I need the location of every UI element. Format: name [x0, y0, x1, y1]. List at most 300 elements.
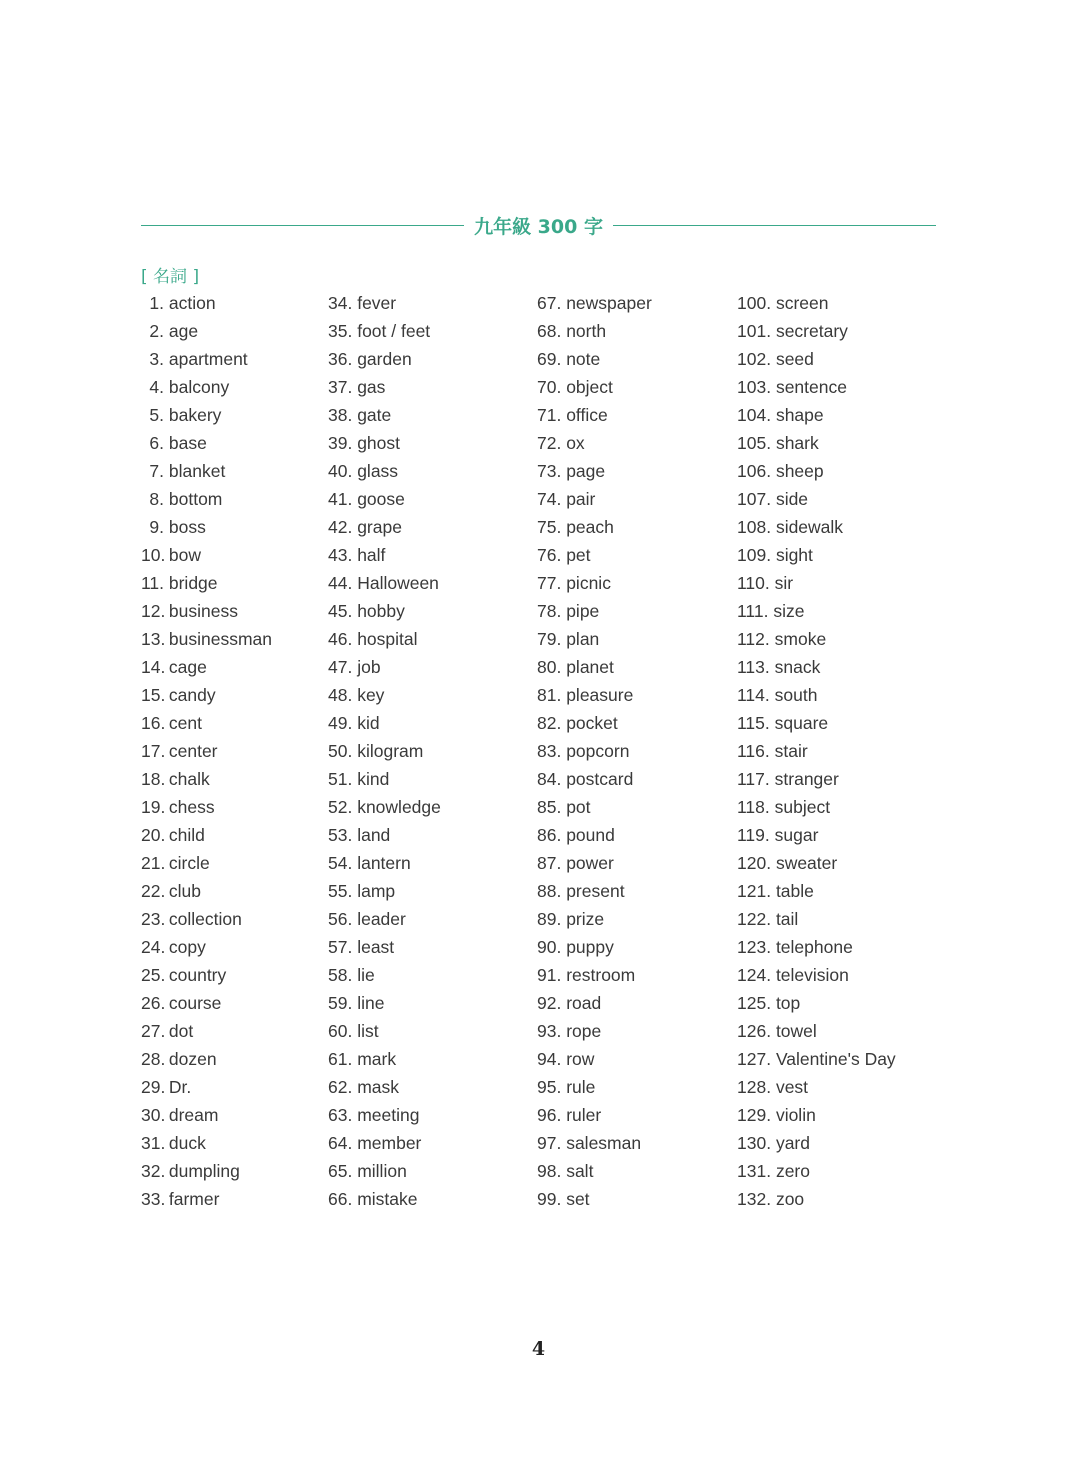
vocab-item [737, 905, 896, 933]
vocab-item [141, 905, 272, 933]
vocab-number: 45. [328, 601, 353, 621]
vocab-item [737, 289, 896, 317]
vocab-item [328, 989, 441, 1017]
vocab-number: 46. [328, 629, 353, 649]
vocab-item [737, 709, 896, 737]
vocab-item [537, 569, 652, 597]
vocab-word: key [357, 685, 385, 705]
vocab-word: garden [357, 349, 412, 369]
vocab-item [141, 653, 272, 681]
vocab-number: 97. [537, 1133, 562, 1153]
vocab-item [141, 709, 272, 737]
vocab-number: 94. [537, 1049, 562, 1069]
vocab-item [141, 989, 272, 1017]
word-column-4 [737, 289, 896, 1213]
vocab-word: hospital [357, 629, 418, 649]
vocab-word: newspaper [566, 293, 652, 313]
vocab-word: dream [168, 1105, 219, 1125]
vocab-number: 24. [141, 937, 166, 957]
vocab-number: 28. [141, 1049, 166, 1069]
vocab-item [537, 373, 652, 401]
vocab-item [141, 401, 272, 429]
vocab-word: pipe [566, 601, 600, 621]
vocab-number: 13. [141, 629, 166, 649]
vocab-item [737, 933, 896, 961]
vocab-number: 22. [141, 881, 166, 901]
vocab-number: 65. [328, 1161, 353, 1181]
vocab-item [537, 457, 652, 485]
vocab-number: 70. [537, 377, 562, 397]
vocab-number: 50. [328, 741, 353, 761]
vocab-item [328, 429, 441, 457]
vocab-item [328, 793, 441, 821]
vocab-item [141, 1073, 272, 1101]
vocab-number: 44. [328, 573, 353, 593]
vocab-item [328, 289, 441, 317]
vocab-number: 17. [141, 741, 166, 761]
vocab-word: object [566, 377, 613, 397]
vocab-word: goose [357, 489, 405, 509]
vocab-number: 109. [737, 545, 772, 565]
vocab-number: 68. [537, 321, 562, 341]
vocab-number: 80. [537, 657, 562, 677]
vocab-word: office [566, 405, 608, 425]
vocab-item [737, 681, 896, 709]
vocab-item [141, 317, 272, 345]
vocab-number: 8. [149, 489, 164, 509]
vocab-number: 23. [141, 909, 166, 929]
section-header [141, 208, 936, 242]
vocab-word: circle [168, 853, 210, 873]
vocab-number: 54. [328, 853, 353, 873]
vocab-number: 62. [328, 1077, 353, 1097]
vocab-number: 101. [737, 321, 772, 341]
vocab-number: 91. [537, 965, 562, 985]
vocab-word: farmer [168, 1189, 220, 1209]
vocab-item [328, 681, 441, 709]
vocab-item [537, 485, 652, 513]
vocab-number: 2. [149, 321, 164, 341]
vocab-item [328, 345, 441, 373]
vocab-number: 26. [141, 993, 166, 1013]
vocab-word: collection [168, 909, 242, 929]
vocab-item [537, 877, 652, 905]
vocab-item [141, 1017, 272, 1045]
vocab-item [328, 513, 441, 541]
vocab-word: top [775, 993, 801, 1013]
vocab-item [737, 877, 896, 905]
vocab-number: 14. [141, 657, 166, 677]
vocab-number: 96. [537, 1105, 562, 1125]
vocab-word: business [168, 601, 238, 621]
vocab-number: 117. [737, 769, 770, 789]
vocab-number: 79. [537, 629, 562, 649]
vocab-number: 10. [141, 545, 166, 565]
vocab-item [328, 1101, 441, 1129]
vocab-word: rule [566, 1077, 596, 1097]
vocab-number: 112. [737, 629, 770, 649]
vocab-word: vest [775, 1077, 809, 1097]
vocab-number: 15. [141, 685, 166, 705]
section-label: [ 名詞 ] [141, 267, 200, 287]
vocab-word: dot [168, 1021, 194, 1041]
vocab-word: bow [168, 545, 201, 565]
vocab-item [328, 1129, 441, 1157]
vocab-item [328, 401, 441, 429]
vocab-word: plan [566, 629, 600, 649]
vocab-word: hobby [357, 601, 405, 621]
vocab-word: shape [775, 405, 824, 425]
vocab-item [141, 877, 272, 905]
vocab-item [737, 457, 896, 485]
vocab-word: smoke [774, 629, 827, 649]
vocab-item [737, 961, 896, 989]
vocab-number: 64. [328, 1133, 353, 1153]
vocab-item [141, 933, 272, 961]
vocab-word: pair [566, 489, 596, 509]
vocab-word: businessman [168, 629, 272, 649]
vocab-number: 42. [328, 517, 353, 537]
vocab-item [141, 569, 272, 597]
vocab-item [141, 513, 272, 541]
vocab-item [141, 765, 272, 793]
vocab-item [537, 765, 652, 793]
vocab-word: stranger [774, 769, 839, 789]
vocab-word: land [357, 825, 391, 845]
vocab-item [537, 597, 652, 625]
vocab-number: 127. [737, 1049, 772, 1069]
vocab-number: 77. [537, 573, 562, 593]
vocab-item [328, 653, 441, 681]
vocab-item [737, 429, 896, 457]
vocab-number: 126. [737, 1021, 772, 1041]
vocab-number: 37. [328, 377, 353, 397]
vocab-number: 20. [141, 825, 166, 845]
vocab-item [737, 1017, 896, 1045]
vocab-word: planet [566, 657, 614, 677]
vocab-item [141, 429, 272, 457]
vocab-word: apartment [168, 349, 248, 369]
vocab-number: 32. [141, 1161, 166, 1181]
vocab-word: leader [357, 909, 406, 929]
vocab-word: pet [566, 545, 591, 565]
vocab-item [141, 1101, 272, 1129]
vocab-word: television [775, 965, 849, 985]
vocab-number: 115. [737, 713, 770, 733]
vocab-number: 43. [328, 545, 353, 565]
vocab-word: size [773, 601, 805, 621]
vocab-word: kilogram [357, 741, 424, 761]
vocab-number: 123. [737, 937, 772, 957]
vocab-word: popcorn [566, 741, 630, 761]
vocab-item [537, 821, 652, 849]
vocab-word: prize [566, 909, 605, 929]
vocab-word: lamp [357, 881, 396, 901]
vocab-number: 16. [141, 713, 166, 733]
vocab-number: 129. [737, 1105, 772, 1125]
vocab-word: sir [774, 573, 794, 593]
vocab-word: sugar [774, 825, 819, 845]
vocab-item [737, 485, 896, 513]
vocab-number: 82. [537, 713, 562, 733]
vocab-item [737, 373, 896, 401]
vocab-number: 88. [537, 881, 562, 901]
vocab-word: club [168, 881, 201, 901]
vocab-item [141, 345, 272, 373]
vocab-number: 72. [537, 433, 562, 453]
vocab-word: present [566, 881, 625, 901]
vocab-word: road [566, 993, 602, 1013]
vocab-number: 6. [149, 433, 164, 453]
vocab-word: towel [775, 1021, 817, 1041]
vocab-word: peach [566, 517, 614, 537]
vocab-number: 33. [141, 1189, 166, 1209]
vocab-word: chess [168, 797, 215, 817]
vocab-word: action [168, 293, 216, 313]
vocab-number: 130. [737, 1133, 772, 1153]
vocab-item [141, 625, 272, 653]
vocab-number: 124. [737, 965, 772, 985]
vocab-number: 49. [328, 713, 353, 733]
vocab-number: 107. [737, 489, 772, 509]
vocab-word: copy [168, 937, 206, 957]
vocab-number: 89. [537, 909, 562, 929]
vocab-number: 78. [537, 601, 562, 621]
vocab-item [537, 1073, 652, 1101]
vocab-word: mistake [357, 1189, 418, 1209]
vocab-item [537, 1157, 652, 1185]
vocab-number: 120. [737, 853, 772, 873]
vocab-word: ruler [566, 1105, 602, 1125]
vocab-number: 25. [141, 965, 166, 985]
vocab-word: course [168, 993, 222, 1013]
vocab-number: 55. [328, 881, 353, 901]
vocab-item [537, 401, 652, 429]
vocab-item [328, 877, 441, 905]
vocab-word: Dr. [168, 1077, 192, 1097]
vocab-item [141, 597, 272, 625]
vocab-number: 125. [737, 993, 772, 1013]
vocab-number: 53. [328, 825, 353, 845]
vocab-word: page [566, 461, 606, 481]
vocab-number: 118. [737, 797, 770, 817]
vocab-word: child [168, 825, 205, 845]
vocab-word: boss [168, 517, 206, 537]
vocab-word: yard [775, 1133, 810, 1153]
vocab-word: mark [357, 1049, 397, 1069]
vocab-item [737, 569, 896, 597]
vocab-number: 108. [737, 517, 772, 537]
vocab-item [328, 737, 441, 765]
vocab-item [537, 905, 652, 933]
vocab-number: 11. [141, 573, 165, 593]
vocab-word: candy [168, 685, 216, 705]
vocab-word: subject [774, 797, 831, 817]
vocab-word: power [566, 853, 614, 873]
vocab-word: kid [357, 713, 380, 733]
vocab-word: picnic [566, 573, 611, 593]
vocab-item [737, 821, 896, 849]
vocab-item [141, 373, 272, 401]
vocab-number: 100. [737, 293, 772, 313]
vocab-word: fever [357, 293, 397, 313]
vocab-item [328, 1045, 441, 1073]
vocab-number: 30. [141, 1105, 166, 1125]
vocab-item [328, 709, 441, 737]
vocab-number: 66. [328, 1189, 353, 1209]
vocab-word: violin [775, 1105, 816, 1125]
vocab-word: side [775, 489, 809, 509]
vocab-item [537, 1045, 652, 1073]
vocab-number: 40. [328, 461, 353, 481]
vocab-item [537, 653, 652, 681]
vocab-item [537, 793, 652, 821]
vocab-number: 128. [737, 1077, 772, 1097]
vocab-item [141, 485, 272, 513]
vocab-number: 92. [537, 993, 562, 1013]
vocab-item [737, 1185, 896, 1213]
vocab-number: 75. [537, 517, 562, 537]
vocab-item [141, 1129, 272, 1157]
vocab-item [141, 737, 272, 765]
vocab-item [328, 541, 441, 569]
vocab-number: 67. [537, 293, 562, 313]
vocab-number: 102. [737, 349, 772, 369]
vocab-word: zero [775, 1161, 810, 1181]
vocab-item [737, 793, 896, 821]
vocab-word: south [774, 685, 818, 705]
vocab-item [141, 1185, 272, 1213]
vocab-word: secretary [775, 321, 848, 341]
vocab-word: foot / feet [357, 321, 431, 341]
vocab-word: stair [774, 741, 808, 761]
vocab-item [737, 1045, 896, 1073]
vocab-item [737, 513, 896, 541]
vocab-number: 81. [537, 685, 562, 705]
vocab-word: blanket [168, 461, 226, 481]
vocab-word: cage [168, 657, 207, 677]
vocab-item [737, 1157, 896, 1185]
vocab-number: 121. [737, 881, 772, 901]
vocab-number: 38. [328, 405, 353, 425]
vocab-item [328, 457, 441, 485]
vocab-item [737, 653, 896, 681]
vocab-number: 73. [537, 461, 562, 481]
vocab-number: 12. [141, 601, 166, 621]
vocab-item [537, 849, 652, 877]
vocab-word: knowledge [357, 797, 441, 817]
vocab-item [328, 961, 441, 989]
vocab-item [737, 597, 896, 625]
vocab-number: 85. [537, 797, 562, 817]
vocab-word: line [357, 993, 385, 1013]
vocab-item [141, 1157, 272, 1185]
vocab-word: telephone [775, 937, 853, 957]
vocab-word: mask [357, 1077, 400, 1097]
vocab-number: 86. [537, 825, 562, 845]
vocab-number: 4. [149, 377, 164, 397]
vocab-number: 111. [737, 601, 769, 621]
vocab-word: Valentine's Day [775, 1049, 896, 1069]
vocab-word: restroom [566, 965, 636, 985]
word-column-2 [328, 289, 441, 1213]
vocab-word: chalk [168, 769, 210, 789]
vocab-number: 74. [537, 489, 562, 509]
vocab-number: 34. [328, 293, 353, 313]
vocab-item [328, 1017, 441, 1045]
vocab-number: 41. [328, 489, 353, 509]
vocab-item [141, 289, 272, 317]
vocab-item [328, 821, 441, 849]
vocab-number: 106. [737, 461, 772, 481]
vocab-number: 19. [141, 797, 166, 817]
vocab-word: half [357, 545, 386, 565]
vocab-word: set [566, 1189, 590, 1209]
vocab-number: 21. [141, 853, 166, 873]
vocab-word: salt [566, 1161, 594, 1181]
vocab-item [537, 681, 652, 709]
vocab-item [537, 429, 652, 457]
vocab-word: meeting [357, 1105, 420, 1125]
vocab-word: lantern [357, 853, 411, 873]
vocab-number: 35. [328, 321, 353, 341]
vocab-word: center [168, 741, 218, 761]
vocab-item [537, 1101, 652, 1129]
vocab-word: base [168, 433, 207, 453]
vocab-item [328, 1185, 441, 1213]
vocab-number: 90. [537, 937, 562, 957]
vocab-word: seed [775, 349, 814, 369]
vocab-number: 63. [328, 1105, 353, 1125]
vocab-item [328, 849, 441, 877]
vocab-word: glass [357, 461, 399, 481]
vocab-item [537, 625, 652, 653]
vocab-number: 29. [141, 1077, 166, 1097]
vocab-word: grape [357, 517, 402, 537]
vocab-item [141, 681, 272, 709]
vocab-number: 116. [737, 741, 770, 761]
vocab-item [328, 765, 441, 793]
vocab-item [737, 1073, 896, 1101]
vocab-number: 1. [149, 293, 164, 313]
vocab-item [537, 709, 652, 737]
vocab-word: screen [775, 293, 829, 313]
vocab-number: 105. [737, 433, 772, 453]
vocab-word: gas [357, 377, 386, 397]
vocab-item [537, 989, 652, 1017]
vocab-word: ghost [357, 433, 401, 453]
vocab-number: 7. [149, 461, 164, 481]
vocab-word: pocket [566, 713, 618, 733]
vocab-number: 84. [537, 769, 562, 789]
vocab-number: 110. [737, 573, 770, 593]
vocab-number: 36. [328, 349, 353, 369]
vocab-word: bridge [168, 573, 218, 593]
vocab-word: million [357, 1161, 407, 1181]
vocab-word: dumpling [168, 1161, 240, 1181]
word-column-1 [141, 289, 272, 1213]
vocab-item [537, 1185, 652, 1213]
vocab-item [737, 737, 896, 765]
vocab-number: 83. [537, 741, 562, 761]
vocab-item [141, 849, 272, 877]
vocab-word: postcard [566, 769, 634, 789]
vocab-number: 5. [149, 405, 164, 425]
vocab-number: 103. [737, 377, 772, 397]
vocab-word: kind [357, 769, 390, 789]
vocab-word: least [357, 937, 395, 957]
vocab-word: dozen [168, 1049, 217, 1069]
